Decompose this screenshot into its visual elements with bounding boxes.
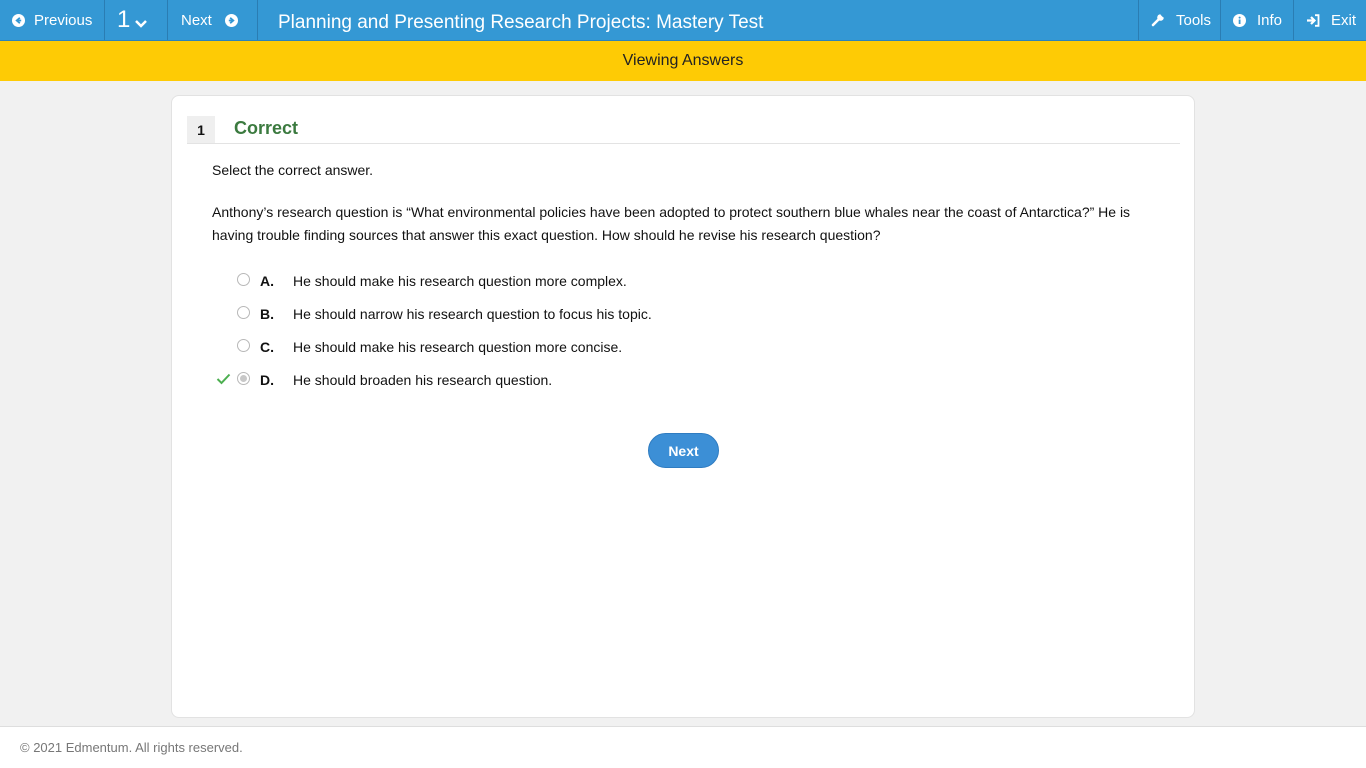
sign-in-icon [1306, 14, 1320, 27]
top-nav-bar [0, 0, 1366, 41]
exit-label: Exit [1331, 11, 1357, 29]
option-text: He should broaden his research question. [293, 372, 553, 388]
answer-option-d[interactable] [212, 370, 912, 390]
arrow-right-circle-icon [225, 14, 238, 27]
question-status: Correct [234, 118, 299, 138]
radio-button[interactable] [237, 273, 250, 286]
viewing-answers-banner [0, 41, 1366, 81]
wrench-icon [1151, 13, 1165, 27]
question-header [187, 116, 1180, 144]
divider [1220, 0, 1221, 40]
question-instruction: Select the correct answer. [212, 162, 374, 178]
divider [257, 0, 258, 40]
question-number-badge: 1 [187, 116, 215, 143]
option-letter: C. [260, 339, 274, 355]
question-card [171, 95, 1195, 718]
arrow-left-circle-icon [12, 14, 25, 27]
copyright-text: © 2021 Edmentum. All rights reserved. [20, 740, 243, 755]
info-label: Info [1257, 11, 1283, 29]
option-text: He should make his research question more complex. [293, 273, 627, 289]
radio-button-selected[interactable] [237, 372, 250, 385]
next-question-button[interactable] [181, 0, 238, 40]
question-number: 1 [117, 6, 131, 33]
checkmark-icon [216, 372, 231, 388]
banner-text: Viewing Answers [622, 52, 744, 69]
radio-button[interactable] [237, 306, 250, 319]
option-letter: A. [260, 273, 274, 289]
answer-option-a[interactable] [212, 271, 912, 291]
option-letter: D. [260, 372, 274, 388]
tools-label: Tools [1176, 11, 1212, 29]
radio-button[interactable] [237, 339, 250, 352]
option-text: He should make his research question more concise. [293, 339, 623, 355]
answer-option-b[interactable] [212, 304, 912, 324]
divider [1293, 0, 1294, 40]
tools-button[interactable] [1151, 0, 1211, 40]
question-prompt: Anthony’s research question is “What environmental policies have been adopted to protect southern blue whales near the coast of Antarctica?” He is having trouble finding sources that answer this exact question. How should he revise his research question? [212, 204, 1131, 243]
next-button[interactable]: Next [648, 433, 719, 468]
footer [0, 726, 1366, 768]
option-letter: B. [260, 306, 274, 322]
info-circle-icon [1233, 14, 1246, 27]
next-label: Next [181, 11, 212, 29]
info-button[interactable] [1233, 0, 1282, 40]
question-selector[interactable] [117, 0, 148, 40]
exit-button[interactable] [1306, 0, 1356, 40]
divider [167, 0, 168, 40]
answer-option-c[interactable] [212, 337, 912, 357]
option-text: He should narrow his research question to focus his topic. [293, 306, 652, 322]
chevron-down-icon [134, 8, 148, 36]
previous-label: Previous [34, 11, 93, 29]
divider [1138, 0, 1139, 40]
page-title: Planning and Presenting Research Projects: Mastery Test [278, 12, 764, 33]
previous-button[interactable] [12, 0, 92, 40]
divider [104, 0, 105, 40]
